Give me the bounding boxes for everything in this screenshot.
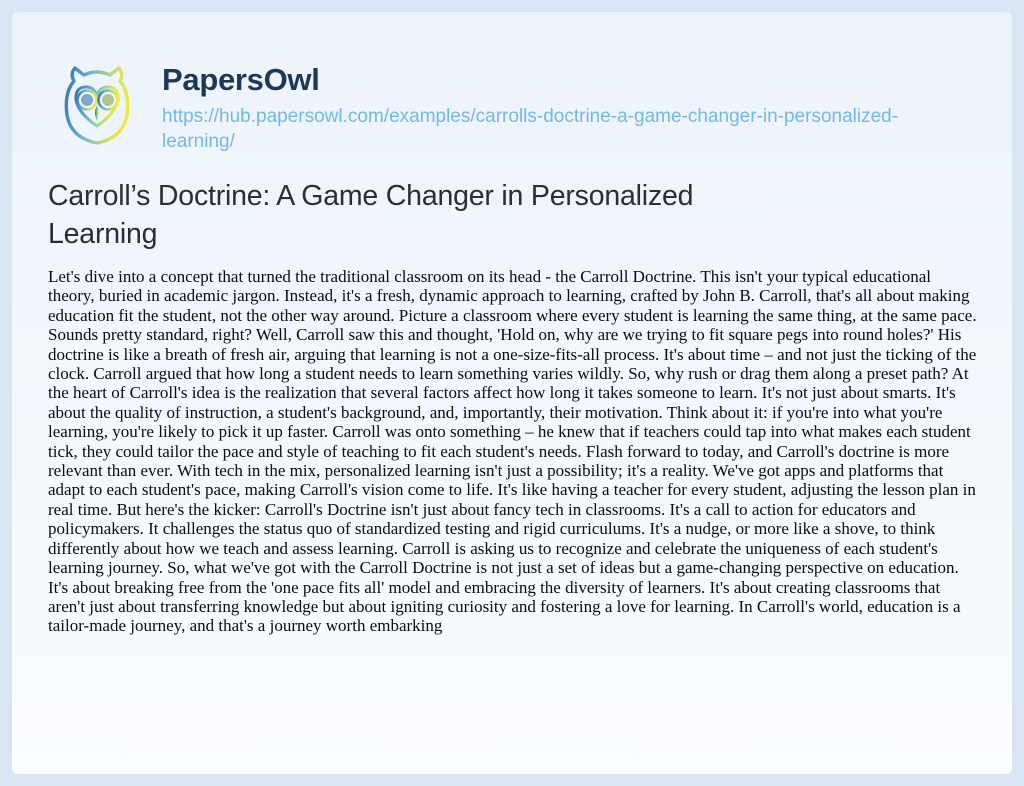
owl-logo-icon xyxy=(50,60,144,154)
card-content xyxy=(12,12,1012,636)
brand-header xyxy=(48,60,976,154)
page-title: Carroll’s Doctrine: A Game Changer in Personalized Learning xyxy=(48,180,694,250)
source-url-link[interactable]: https://hub.papersowl.com/examples/carrolls-doctrine-a-game-changer-in-personalized-learning/ xyxy=(162,106,899,152)
brand-text-block xyxy=(162,60,976,154)
essay-body-text: Let's dive into a concept that turned the traditional classroom on its head - the Carroll Doctrine. This isn't your typical educational theory, buried in academic jargon. Instead, it's a fresh, dynamic approach to learning, crafted by John B. Carroll, that's all about making education fit the student, not the other way around. Picture a classroom where every student is learning the same thing, at the same pace. Sounds pretty standard, right? Well, Carroll saw this and thought, 'Hold on, why are we trying to fit square pegs into round holes?' His doctrine is like a breath of fresh air, arguing that learning is not a one-size-fits-all process. It's about time – and not just the ticking of the clock. Carroll argued that how long a student needs to learn something varies wildly. So, why rush or drag them along a preset path? At the heart of Carroll's idea is the realization that several factors affect how long it takes someone to learn. It's not just about smarts. It's about the quality of instruction, a student's background, and, importantly, their motivation. Think about it: if you're into what you're learning, you're likely to pick it up faster. Carroll was onto something – he knew that if teachers could tap into what makes each student tick, they could tailor the pace and style of teaching to fit each student's needs. Flash forward to today, and Carroll's doctrine is more relevant than ever. With tech in the mix, personalized learning isn't just a possibility; it's a reality. We've got apps and platforms that adapt to each student's pace, making Carroll's vision come to life. It's like having a teacher for every student, adjusting the lesson plan in real time. But here's the kicker: Carroll's Doctrine isn't just about fancy tech in classrooms. It's a call to action for educators and policymakers. It challenges the status quo of standardized testing and rigid curriculums. It's a nudge, or more like a shove, to think differently about how we teach and assess learning. Carroll is asking us to recognize and celebrate the uniqueness of each student's learning journey. So, what we've got with the Carroll Doctrine is not just a set of ideas but a game-changing perspective on education. It's about breaking free from the 'one pace fits all' model and embracing the diversity of learners. It's about creating classrooms that aren't just about transferring knowledge but about igniting curiosity and fostering a love for learning. In Carroll's world, education is a tailor-made journey, and that's a journey worth embarking xyxy=(48,267,977,636)
brand-name: PapersOwl xyxy=(162,62,320,97)
preview-card xyxy=(12,12,1012,774)
